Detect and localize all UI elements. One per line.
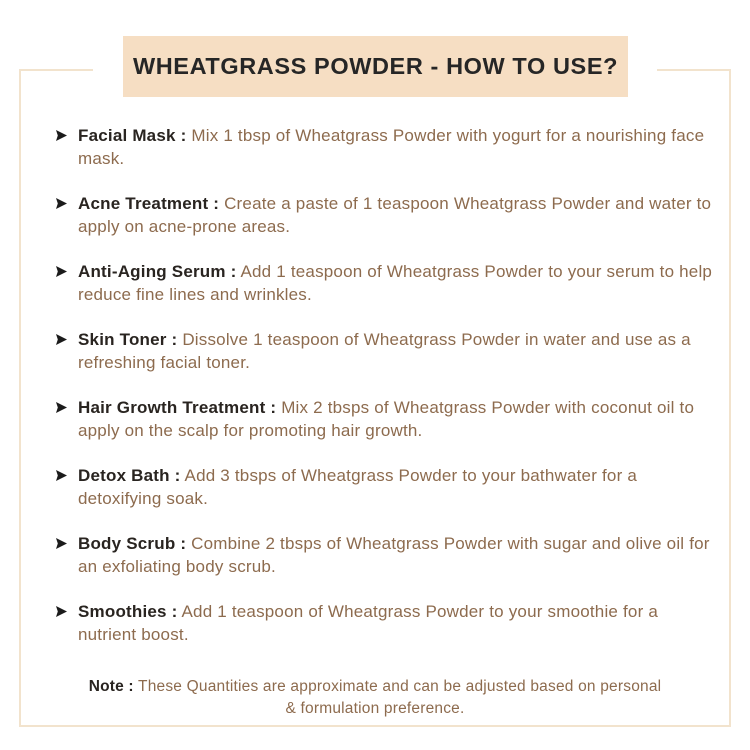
item-label: Acne Treatment : bbox=[78, 194, 220, 213]
item-label: Body Scrub : bbox=[78, 534, 187, 553]
list-item bbox=[55, 124, 715, 170]
frame-bottom-border bbox=[19, 725, 731, 727]
frame-left-border bbox=[19, 69, 21, 727]
frame-top-left-border bbox=[19, 69, 93, 71]
item-description: Dissolve 1 teaspoon of Wheatgrass Powder in water and use as a refreshing facial toner. bbox=[78, 330, 691, 372]
note bbox=[85, 676, 665, 720]
arrow-bullet-icon bbox=[55, 265, 68, 278]
item-label: Skin Toner : bbox=[78, 330, 178, 349]
list-item-text bbox=[78, 600, 715, 646]
list-item bbox=[55, 260, 715, 306]
item-description: Add 1 teaspoon of Wheatgrass Powder to your smoothie for a nutrient boost. bbox=[78, 602, 659, 644]
list-item-text bbox=[78, 532, 715, 578]
list-item bbox=[55, 532, 715, 578]
usage-list bbox=[55, 124, 715, 668]
list-item-text bbox=[78, 124, 715, 170]
arrow-bullet-icon bbox=[55, 605, 68, 618]
item-label: Hair Growth Treatment : bbox=[78, 398, 277, 417]
arrow-bullet-icon bbox=[55, 469, 68, 482]
item-label: Detox Bath : bbox=[78, 466, 181, 485]
list-item-text bbox=[78, 396, 715, 442]
item-description: Mix 1 tbsp of Wheatgrass Powder with yogurt for a nourishing face mask. bbox=[78, 126, 705, 168]
list-item-text bbox=[78, 192, 715, 238]
item-label: Anti-Aging Serum : bbox=[78, 262, 237, 281]
list-item-text bbox=[78, 464, 715, 510]
list-item-text bbox=[78, 328, 715, 374]
item-label: Facial Mask : bbox=[78, 126, 187, 145]
item-description: Add 1 teaspoon of Wheatgrass Powder to your serum to help reduce fine lines and wrinkles. bbox=[78, 262, 713, 304]
page-title: WHEATGRASS POWDER - HOW TO USE? bbox=[132, 53, 619, 79]
list-item bbox=[55, 600, 715, 646]
arrow-bullet-icon bbox=[55, 197, 68, 210]
arrow-bullet-icon bbox=[55, 401, 68, 414]
item-description: Add 3 tbsps of Wheatgrass Powder to your bathwater for a detoxifying soak. bbox=[78, 466, 638, 508]
list-item-text bbox=[78, 260, 715, 306]
list-item bbox=[55, 192, 715, 238]
list-item bbox=[55, 328, 715, 374]
note-text: These Quantities are approximate and can be adjusted based on personal & formulation preference. bbox=[138, 678, 662, 717]
frame-top-right-border bbox=[657, 69, 731, 71]
note-label: Note : bbox=[88, 678, 134, 695]
item-description: Create a paste of 1 teaspoon Wheatgrass Powder and water to apply on acne-prone areas. bbox=[78, 194, 712, 236]
item-description: Mix 2 tbsps of Wheatgrass Powder with coconut oil to apply on the scalp for promoting hair growth. bbox=[78, 398, 695, 440]
item-label: Smoothies : bbox=[78, 602, 178, 621]
item-description: Combine 2 tbsps of Wheatgrass Powder with sugar and olive oil for an exfoliating body scrub. bbox=[78, 534, 710, 576]
list-item bbox=[55, 464, 715, 510]
arrow-bullet-icon bbox=[55, 333, 68, 346]
frame-right-border bbox=[729, 69, 731, 727]
arrow-bullet-icon bbox=[55, 537, 68, 550]
list-item bbox=[55, 396, 715, 442]
header-banner bbox=[123, 36, 628, 97]
arrow-bullet-icon bbox=[55, 129, 68, 142]
